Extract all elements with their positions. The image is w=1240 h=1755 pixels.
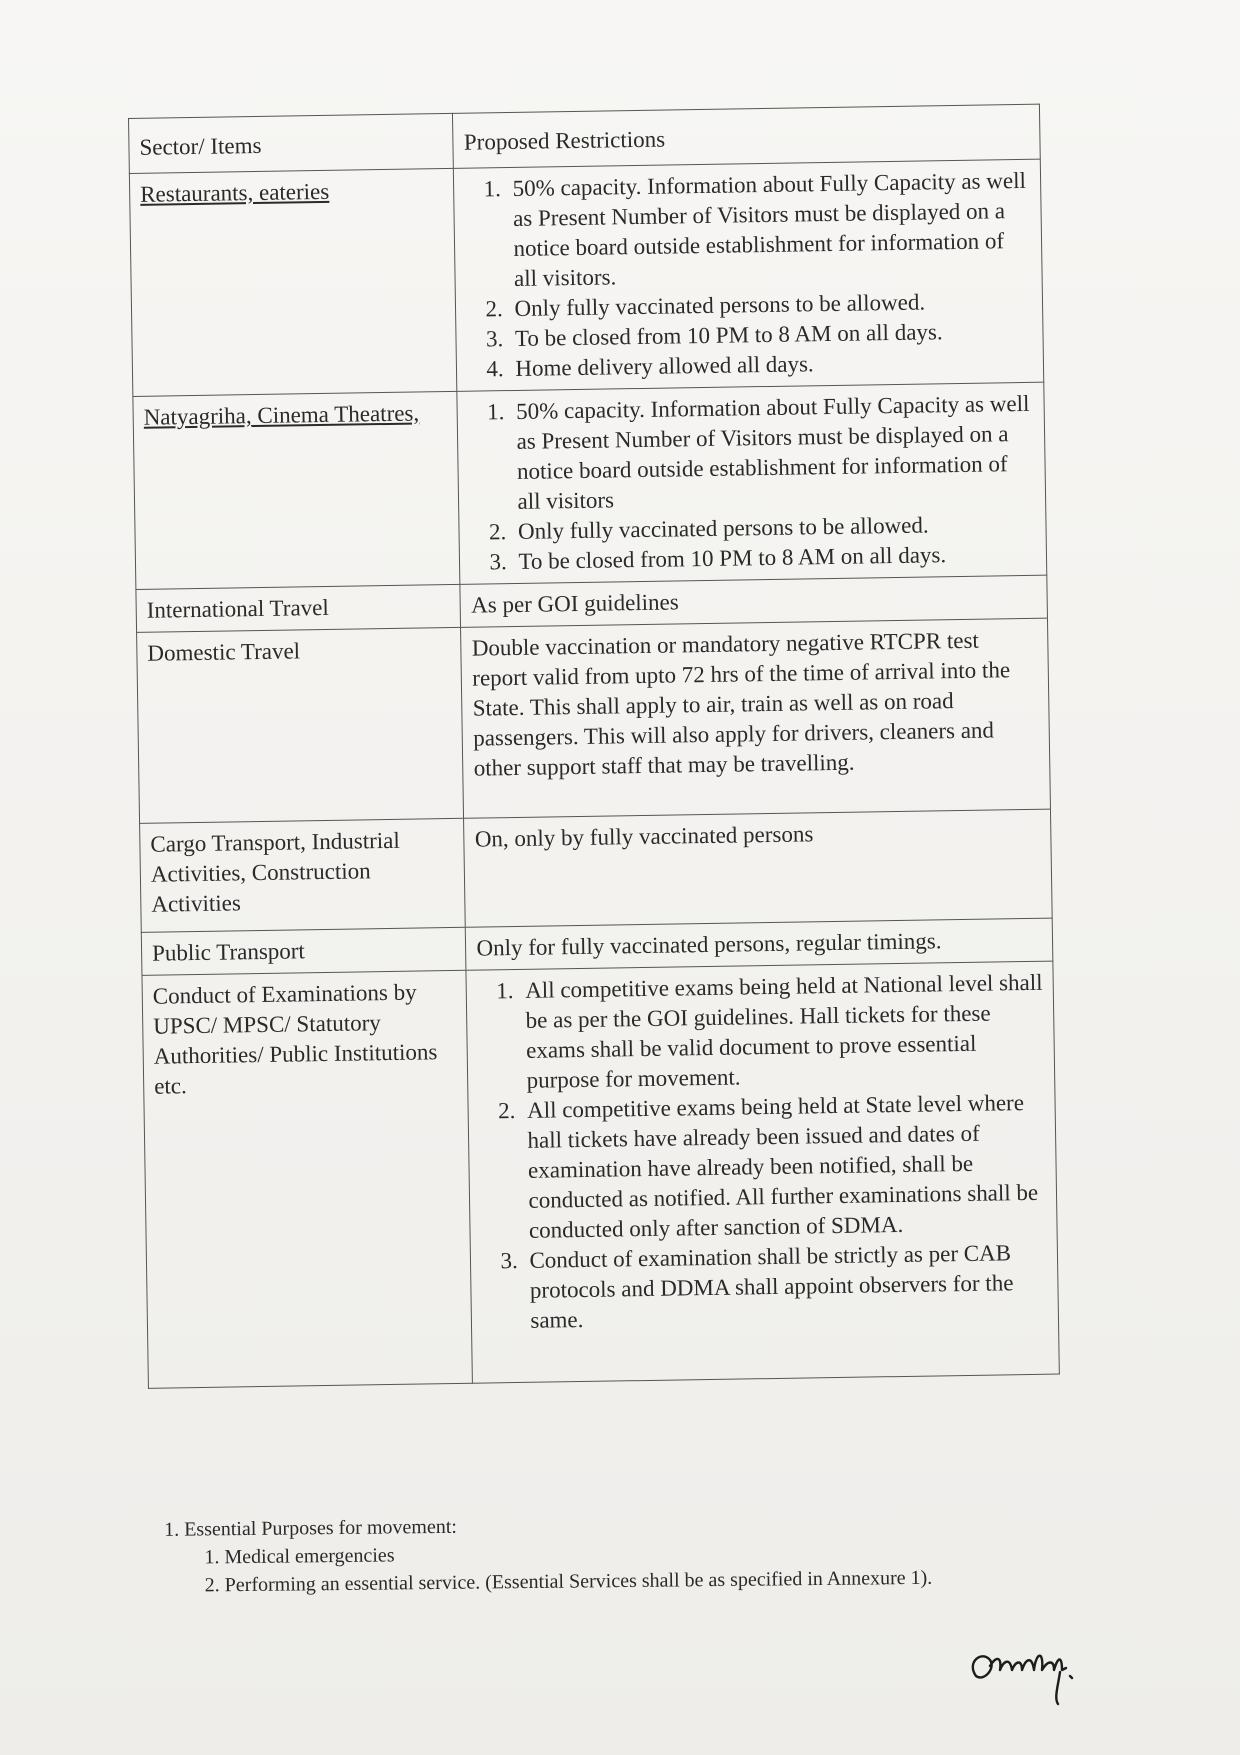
- sector-public-transport: Public Transport: [141, 927, 466, 975]
- list-item: 1. 50% capacity. Information about Fully Capacity as well as Present Number of Visitors must be displayed on a notice board outside establishment for information of all visitors.: [506, 166, 1031, 294]
- signature-mark: [962, 1642, 1092, 1712]
- restriction-cargo: On, only by fully vaccinated persons: [464, 809, 1052, 927]
- list-item: 3. Conduct of examination shall be strictly as per CAB protocols and DDMA shall appoint observers for the same.: [523, 1238, 1048, 1336]
- restriction-international: As per GOI guidelines: [460, 575, 1047, 627]
- list-item: 2. All competitive exams being held at State level where hall tickets have already been issued and dates of examination have already been notified, shall be conducted as notified. All further examinations shall be conducted only after sanction of SDMA.: [521, 1088, 1047, 1246]
- notes-title: Essential Purposes for movement:: [184, 1515, 457, 1541]
- list-item: 3. To be closed from 10 PM to 8 AM on all days.: [509, 316, 1033, 354]
- sector-cargo: Cargo Transport, Industrial Activities, Construction Activities: [140, 818, 466, 932]
- restriction-public-transport: Only for fully vaccinated persons, regular timings.: [466, 918, 1053, 970]
- sector-cinema: Natyagriha, Cinema Theatres,: [143, 400, 420, 430]
- sector-cell: [129, 168, 457, 396]
- restaurants-restrictions: [464, 166, 1033, 385]
- sector-domestic: Domestic Travel: [137, 627, 464, 823]
- list-item: 3. To be closed from 10 PM to 8 AM on all days.: [512, 539, 1036, 577]
- restriction-cell: [457, 382, 1047, 584]
- table-row: [142, 961, 1059, 1388]
- table-row: [133, 382, 1047, 589]
- table-row: [140, 809, 1053, 932]
- table-row: [129, 159, 1043, 396]
- list-item: 2. Only fully vaccinated persons to be allowed.: [508, 286, 1032, 324]
- cinema-restrictions: [468, 389, 1036, 578]
- list-item: 1. Medical emergencies: [224, 1534, 1098, 1571]
- restriction-cell: [466, 961, 1059, 1383]
- sector-restaurants: Restaurants, eateries: [140, 178, 330, 207]
- header-sector: Sector/ Items: [129, 113, 454, 173]
- footnotes: [148, 1506, 1099, 1600]
- restrictions-table: [128, 104, 1060, 1389]
- exams-restrictions: [477, 968, 1048, 1337]
- list-item: 4. Home delivery allowed all days.: [509, 346, 1033, 384]
- essential-purposes-list: [184, 1534, 1099, 1600]
- sector-cell: [133, 391, 460, 589]
- restriction-cell: [454, 159, 1044, 391]
- list-item: 1. 50% capacity. Information about Fully Capacity as well as Present Number of Visitors must be displayed on a notice board outside establishment for information of all visitors: [510, 389, 1035, 517]
- list-item: [184, 1506, 1099, 1600]
- list-item: 2. Performing an essential service. (Essential Services shall be as specified in Annexure 1).: [225, 1562, 1099, 1599]
- header-restrictions: Proposed Restrictions: [453, 104, 1040, 168]
- restriction-domestic: Double vaccination or mandatory negative RTCPR test report valid from upto 72 hrs of the time of arrival into the State. This shall apply to air, train as well as on road passengers. This will also apply for drivers, cleaners and other support staff that may be travelling.: [461, 618, 1050, 818]
- list-item: 2. Only fully vaccinated persons to be allowed.: [512, 509, 1036, 547]
- sector-exams: Conduct of Examinations by UPSC/ MPSC/ Statutory Authorities/ Public Institutions etc.: [142, 970, 473, 1388]
- notes-list: [148, 1506, 1099, 1600]
- list-item: 1. All competitive exams being held at National level shall be as per the GOI guidelines. Hall tickets for these exams shall be valid document to prove essential purpose for movement.: [519, 968, 1044, 1096]
- table-row: [137, 618, 1051, 823]
- sector-international: International Travel: [136, 584, 461, 632]
